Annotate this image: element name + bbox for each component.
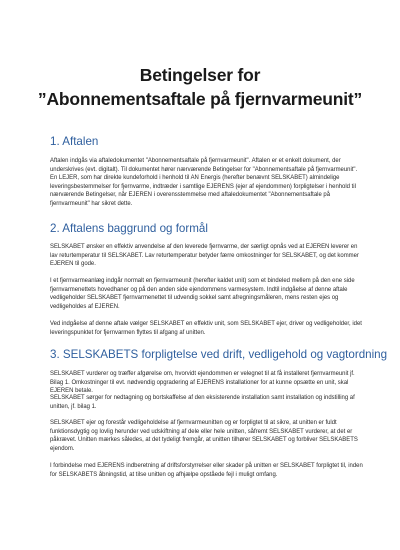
section-2-paragraph-3: Ved indgåelse af denne aftale vælger SELSKABET en effektiv unit, som SELSKABET ejer, driver og vedligeholder, idet leveringspunktet for fjernvarmen flyttes til afgang af unitten. xyxy=(50,321,362,336)
section-1-paragraph-1: Aftalen indgås via aftaledokumentet "Abonnementsaftale på fjernvarmeunit". Aftalen er et enkelt dokument, der underskrives (evt. digitalt). Til dokumentet hører nærværende Betingelser for "Abonnementsaftale på fjernvarmeunit". En LEJER, som har direkte kundeforhold i henhold til AN Energis (herefter benævnt SELSKABET) almindelige leveringsbestemmelser for fjernvarme, indtræder i samtlige EJERENS (ejer af ejendommen) forpligtelser i henhold til nærværende Betingelser, når EJEREN i overensstemmelse med aftaledokumentet "Abonnementsaftale på fjernvarmeunit" har sikret dette. xyxy=(50,158,358,207)
section-2-paragraph-1: SELSKABET ønsker en effektiv anvendelse af den leverede fjernvarme, der særligt opnås ved at EJEREN leverer en lav returtemperatur til SELSKABET. Lav returtemperatur betyder færre omkostninger for SELSKABET, og det kommer EJEREN til gode. xyxy=(50,244,359,268)
section-3-paragraph-3: SELSKABET ejer og forestår vedligeholdelse af fjernvarmeunitten og er forpligtet til at sikre, at unitten er fuldt funktionsdygtig og lovlig herunder ved udskiftning af dele eller hele unitten, såfremt SELSKABET vurderer, at det er påkrævet. Unitten mærkes således, at det tydeligt fremgår, at unitten tilhører SELSKABET og forbliver SELSKABETS ejendom. xyxy=(50,420,358,452)
section-3-paragraph-2: SELSKABET sørger for nedtagning og bortskaffelse af den eksisterende installation samt installation og indstilling af unitten, jf. bilag 1. xyxy=(50,395,355,410)
section-2-paragraph-2: I et fjernvarmeanlæg indgår normalt en fjernvarmeunit (herefter kaldet unit) som et bindeled mellem på den ene side fjernvarmenettets hovedhaner og på den anden side ejendommens varmesystem. Indtil indgåelse af denne aftale vedligeholder SELSKABET fjernvarmenettet til udvendig sokkel samt afregningsmåleren, mens resten ejes og vedligeholdes af EJEREN. xyxy=(50,278,355,310)
document-title-line-2: ”Abonnementsaftale på fjernvarmeunit” xyxy=(37,89,363,109)
section-3-paragraph-4: I forbindelse med EJERENS indberetning af driftsforstyrrelser eller skader på unitten er SELSKABET forpligtet til, inden for SELSKABETS åbningstid, at tilse unitten og afhjælpe opståede fejl i muligt omfang. xyxy=(50,463,363,478)
document-title-line-1: Betingelser for xyxy=(139,65,261,85)
section-heading-forpligtelse: 3. SELSKABETS forpligtelse ved drift, vedligehold og vagtordning xyxy=(50,348,388,361)
section-heading-aftalen: 1. Aftalen xyxy=(50,135,99,148)
section-3-paragraph-1: SELSKABET vurderer og træffer afgørelse om, hvorvidt ejendommen er velegnet til at få installeret fjernvarmeunit jf. Bilag 1. Omkostninger til evt. nødvendig opgradering af EJERENS installationer for at kunne opsætte en unit, skal EJEREN betale. xyxy=(50,371,355,395)
section-heading-baggrund: 2. Aftalens baggrund og formål xyxy=(50,222,208,235)
